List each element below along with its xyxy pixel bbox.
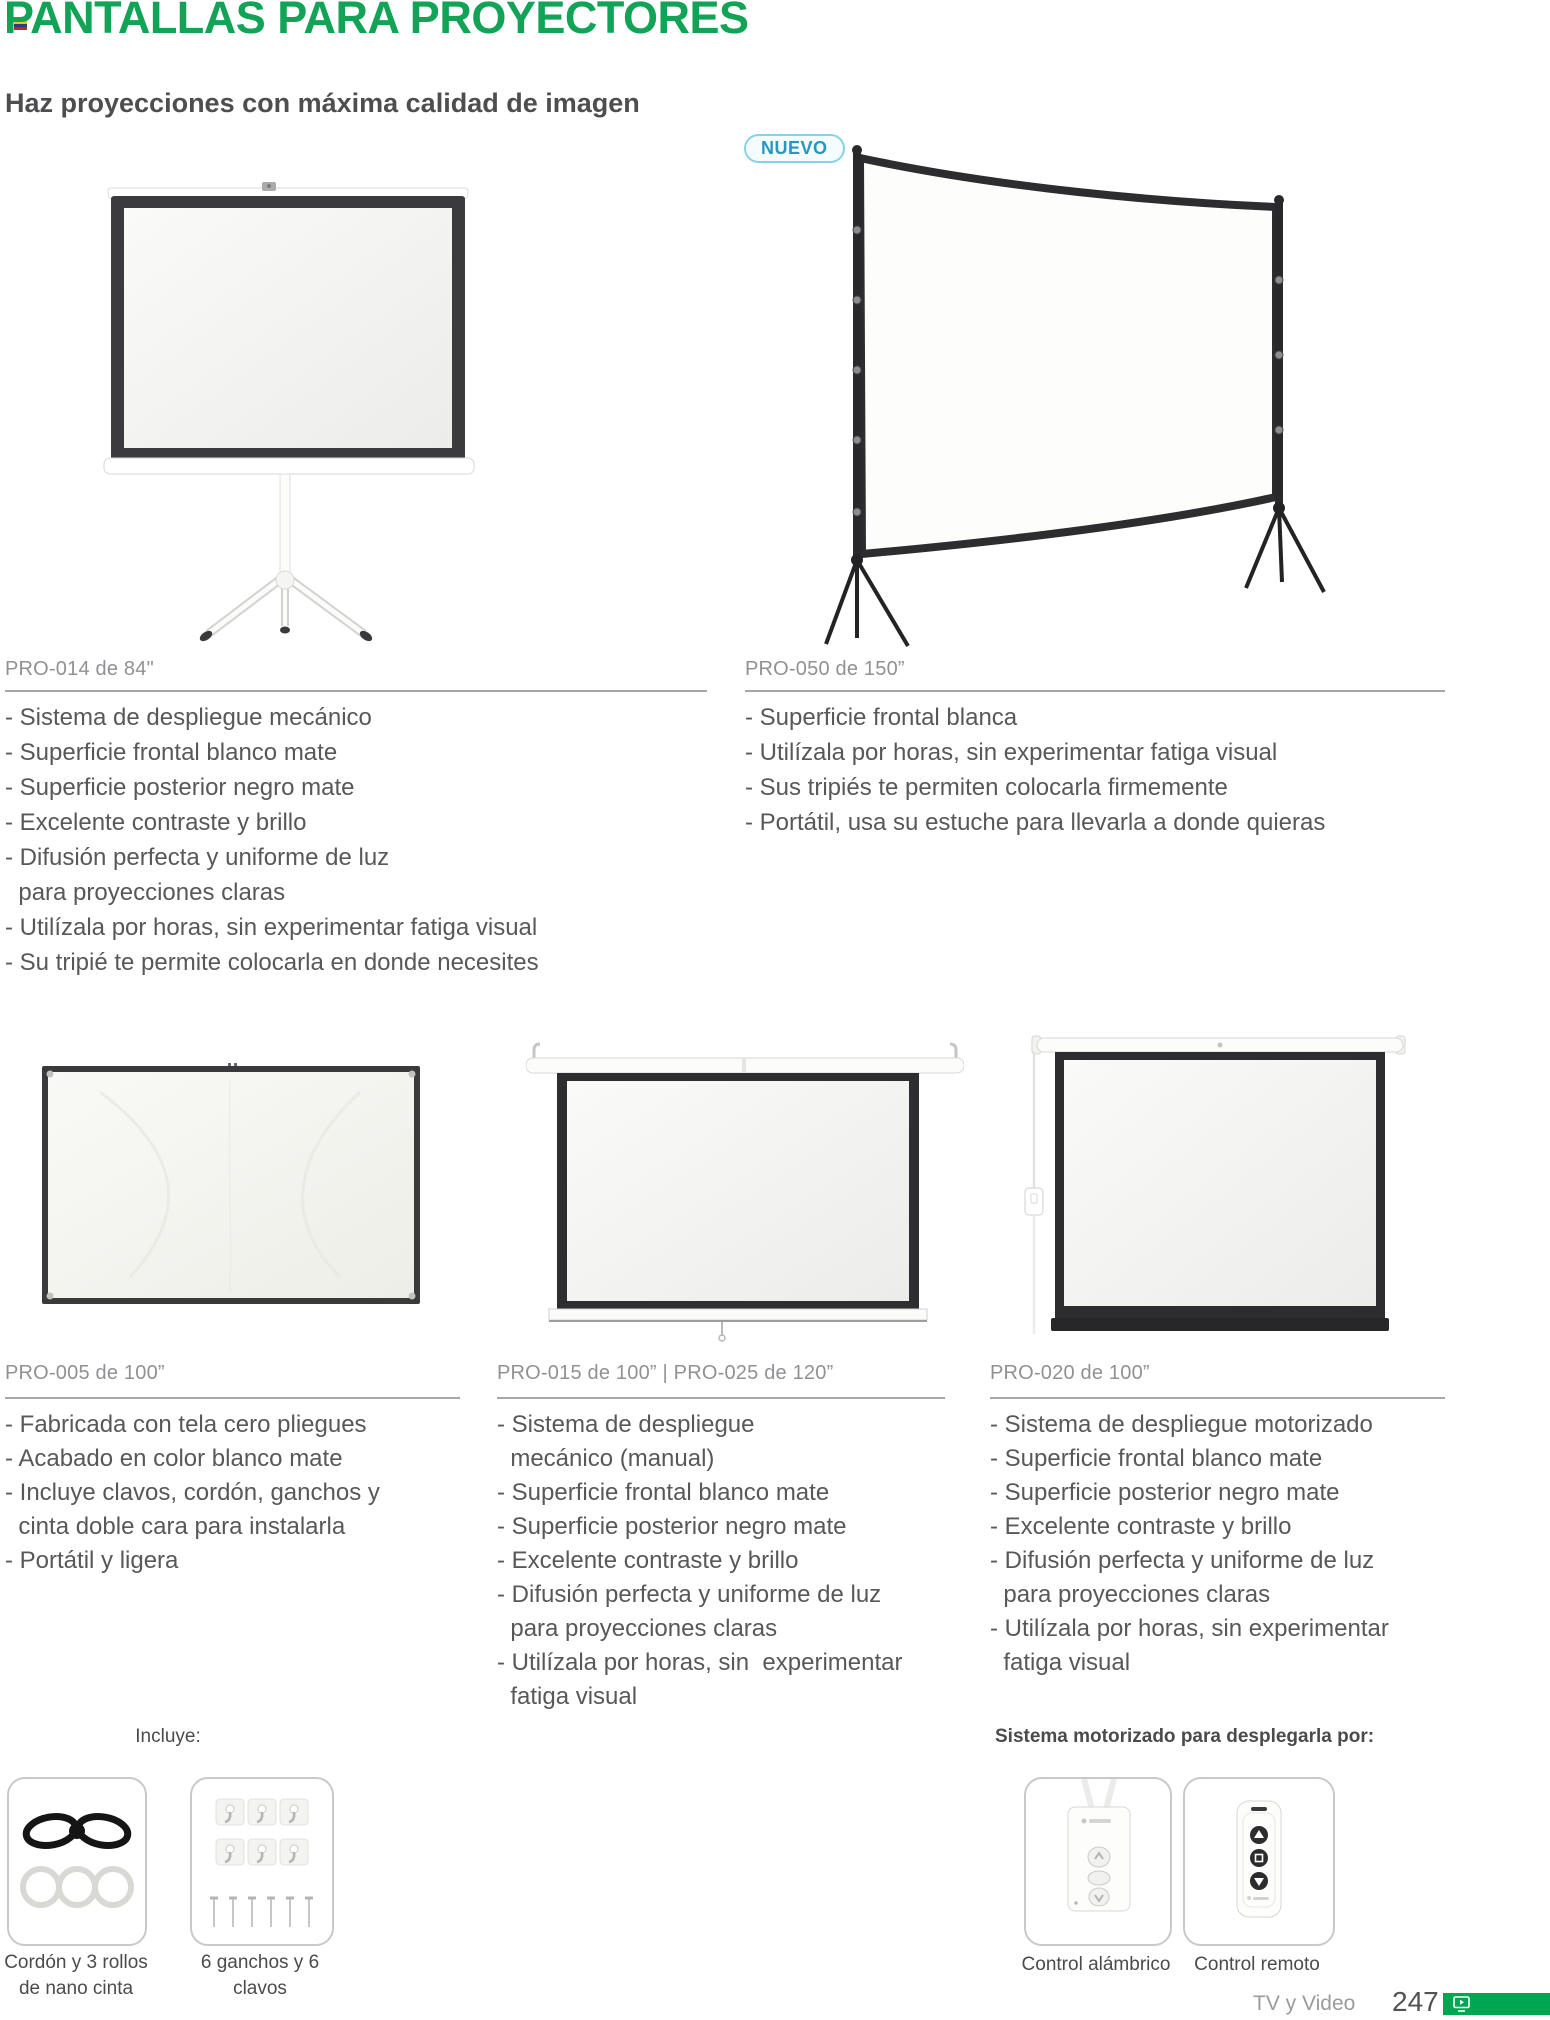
feature-list-pro-005 bbox=[5, 1408, 475, 1578]
page-title: PANTALLAS PARA PROYECTORES bbox=[4, 0, 749, 43]
motorized-screen-illustration bbox=[1018, 1026, 1424, 1338]
feature-line: - Portátil y ligera bbox=[5, 1547, 179, 1574]
motorized-box-wired-control bbox=[1024, 1777, 1172, 1946]
includes-box-hooks bbox=[190, 1777, 334, 1946]
tripod-screen-illustration bbox=[58, 128, 480, 653]
product-code-pro-020: PRO-020 de 100” bbox=[990, 1362, 1150, 1384]
product-image-pro-050-portable-screen bbox=[820, 130, 1442, 652]
includes-caption-hooks: 6 ganchos y 6 clavos bbox=[200, 1952, 320, 1999]
feature-line: - Utilízala por horas, sin experimentar bbox=[990, 1615, 1389, 1642]
feature-line: - Sistema de despliegue mecánico bbox=[5, 704, 372, 731]
product-image-pro-015-manual-screen bbox=[526, 1040, 964, 1342]
feature-line: - Superficie posterior negro mate bbox=[497, 1513, 847, 1540]
footer-page-number: 247 bbox=[1392, 1986, 1439, 2017]
manual-screen-illustration bbox=[526, 1040, 964, 1342]
feature-line: mecánico (manual) bbox=[497, 1445, 715, 1472]
includes-caption-cord: Cordón y 3 rollos de nano cinta bbox=[4, 1952, 148, 1999]
feature-line: fatiga visual bbox=[497, 1683, 638, 1710]
feature-line: - Difusión perfecta y uniforme de luz bbox=[5, 844, 390, 871]
wired-control-icon bbox=[1026, 1779, 1170, 1944]
feature-line: - Superficie frontal blanco mate bbox=[990, 1445, 1323, 1472]
product-image-pro-005-cloth-screen bbox=[40, 1062, 422, 1307]
feature-line: - Utilízala por horas, sin experimentar fatiga visual bbox=[5, 914, 538, 941]
cloth-screen-illustration bbox=[40, 1062, 422, 1307]
caption-wired-control: Control alámbrico bbox=[1021, 1954, 1171, 1975]
feature-line: para proyecciones claras bbox=[5, 879, 286, 906]
includes-label: Incluye: bbox=[135, 1726, 201, 1747]
product-image-pro-020-motorized-screen bbox=[1018, 1026, 1424, 1338]
feature-line: fatiga visual bbox=[990, 1649, 1131, 1676]
feature-line: para proyecciones claras bbox=[497, 1615, 778, 1642]
feature-line: - Superficie frontal blanco mate bbox=[497, 1479, 830, 1506]
feature-list-pro-014 bbox=[5, 700, 730, 980]
portable-screen-illustration bbox=[820, 130, 1442, 652]
divider bbox=[497, 1397, 945, 1399]
feature-line: - Superficie posterior negro mate bbox=[990, 1479, 1340, 1506]
footer-category-bar bbox=[1443, 1993, 1550, 2015]
feature-line: - Sus tripiés te permiten colocarla firmemente bbox=[745, 774, 1228, 801]
page-subtitle: Haz proyecciones con máxima calidad de imagen bbox=[5, 88, 640, 118]
feature-line: - Portátil, usa su estuche para llevarla a donde quieras bbox=[745, 809, 1326, 836]
feature-line: cinta doble cara para instalarla bbox=[5, 1513, 346, 1540]
product-code-pro-014: PRO-014 de 84" bbox=[5, 658, 154, 680]
feature-line: - Sistema de despliegue motorizado bbox=[990, 1411, 1373, 1438]
motorized-box-remote-control bbox=[1183, 1777, 1335, 1946]
feature-line: - Su tripié te permite colocarla en donde necesites bbox=[5, 949, 539, 976]
feature-list-pro-020 bbox=[990, 1408, 1455, 1680]
feature-line: - Excelente contraste y brillo bbox=[990, 1513, 1292, 1540]
tv-play-icon bbox=[1453, 1996, 1470, 2013]
feature-line: - Utilízala por horas, sin experimentar bbox=[497, 1649, 903, 1676]
feature-line: - Difusión perfecta y uniforme de luz bbox=[497, 1581, 882, 1608]
footer-category: TV y Video bbox=[1253, 1992, 1356, 2015]
feature-line: - Superficie posterior negro mate bbox=[5, 774, 355, 801]
nuevo-badge: NUEVO bbox=[744, 134, 845, 163]
product-code-pro-050: PRO-050 de 150” bbox=[745, 658, 905, 680]
divider bbox=[5, 1397, 460, 1399]
feature-list-pro-015-025 bbox=[497, 1408, 962, 1714]
divider bbox=[745, 690, 1445, 692]
product-code-pro-005: PRO-005 de 100” bbox=[5, 1362, 165, 1384]
feature-line: - Excelente contraste y brillo bbox=[497, 1547, 799, 1574]
feature-line: - Fabricada con tela cero pliegues bbox=[5, 1411, 367, 1438]
feature-line: - Sistema de despliegue bbox=[497, 1411, 755, 1438]
feature-line: para proyecciones claras bbox=[990, 1581, 1271, 1608]
divider bbox=[5, 690, 707, 692]
motorized-system-label: Sistema motorizado para desplegarla por: bbox=[995, 1726, 1375, 1747]
divider bbox=[990, 1397, 1445, 1399]
hooks-and-nails-icon bbox=[192, 1779, 332, 1944]
caption-remote-control: Control remoto bbox=[1194, 1954, 1320, 1975]
cord-and-tape-rolls-icon bbox=[9, 1779, 145, 1944]
feature-line: - Incluye clavos, cordón, ganchos y bbox=[5, 1479, 380, 1506]
includes-box-cord bbox=[7, 1777, 147, 1946]
product-image-pro-014-tripod-screen bbox=[58, 128, 480, 653]
feature-line: - Superficie frontal blanco mate bbox=[5, 739, 338, 766]
remote-control-icon bbox=[1185, 1779, 1333, 1944]
feature-line: - Excelente contraste y brillo bbox=[5, 809, 307, 836]
feature-line: - Utilízala por horas, sin experimentar fatiga visual bbox=[745, 739, 1278, 766]
feature-list-pro-050 bbox=[745, 700, 1455, 840]
feature-line: - Difusión perfecta y uniforme de luz bbox=[990, 1547, 1375, 1574]
feature-line: - Superficie frontal blanca bbox=[745, 704, 1018, 731]
product-code-pro-015-025: PRO-015 de 100” | PRO-025 de 120” bbox=[497, 1362, 834, 1384]
feature-line: - Acabado en color blanco mate bbox=[5, 1445, 343, 1472]
